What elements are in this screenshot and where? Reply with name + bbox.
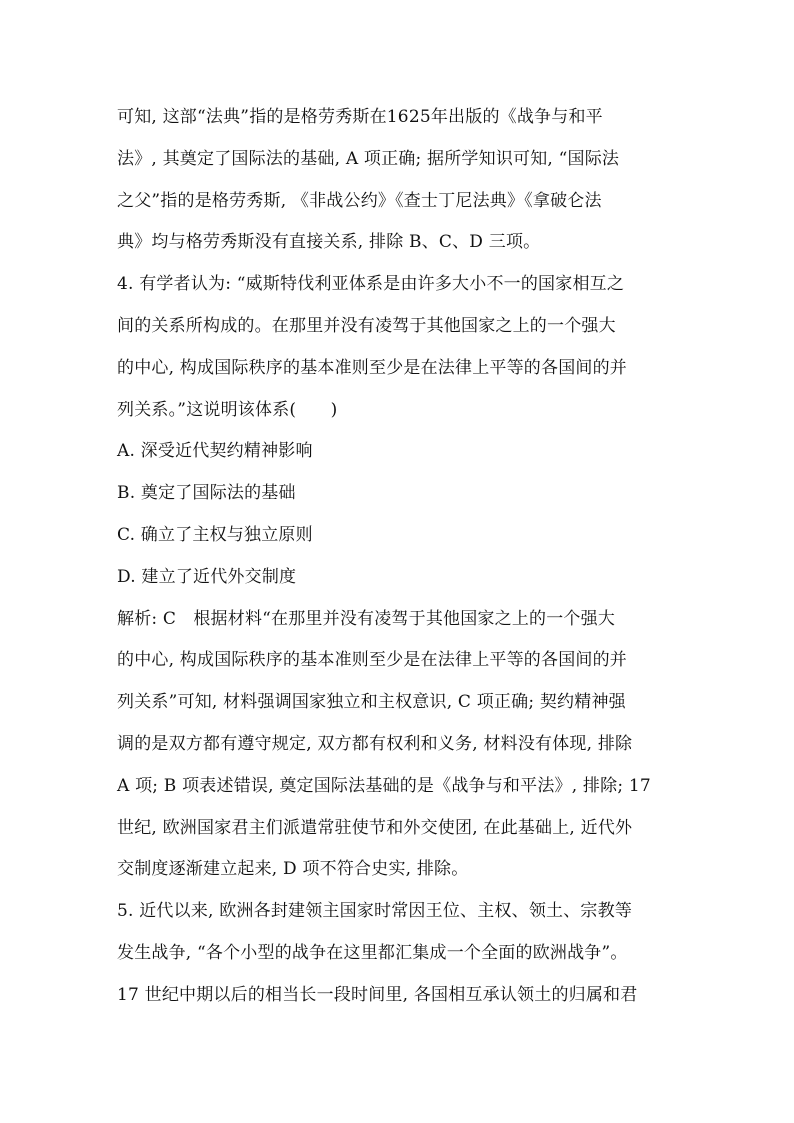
analysis-line-5: A 项; B 项表述错误, 奠定国际法基础的是《战争与和平法》, 排除; 17 xyxy=(117,775,651,796)
question-4-line-1: 4. 有学者认为: “威斯特伐利亚体系是由许多大小不一的国家相互之 xyxy=(117,274,625,295)
analysis-line-3: 列关系”可知, 材料强调国家独立和主权意识, C 项正确; 契约精神强 xyxy=(117,692,626,713)
analysis-line-6: 世纪, 欧洲国家君主们派遣常驻使节和外交使团, 在此基础上, 近代外 xyxy=(117,817,633,838)
text-line-4: 典》均与格劳秀斯没有直接关系, 排除 B、C、D 三项。 xyxy=(117,232,541,253)
question-5-line-1: 5. 近代以来, 欧洲各封建领主国家时常因王位、主权、领土、宗教等 xyxy=(117,901,633,922)
analysis-line-4: 调的是双方都有遵守规定, 双方都有权利和义务, 材料没有体现, 排除 xyxy=(117,733,633,754)
text-line-1: 可知, 这部“法典”指的是格劳秀斯在1625年出版的《战争与和平 xyxy=(117,107,603,127)
analysis-line-2: 的中心, 构成国际秩序的基本准则至少是在法律上平等的各国间的并 xyxy=(117,650,628,671)
option-b: B. 奠定了国际法的基础 xyxy=(117,483,296,504)
question-4-line-3: 的中心, 构成国际秩序的基本准则至少是在法律上平等的各国间的并 xyxy=(117,357,628,378)
question-4-line-2: 间的关系所构成的。在那里并没有凌驾于其他国家之上的一个强大 xyxy=(117,315,616,336)
option-d: D. 建立了近代外交制度 xyxy=(117,566,297,587)
text-line-2: 法》, 其奠定了国际法的基础, A 项正确; 据所学知识可知, “国际法 xyxy=(117,148,620,169)
analysis-line-1: 解析: C 根据材料“在那里并没有凌驾于其他国家之上的一个强大 xyxy=(117,608,616,629)
document-page xyxy=(117,97,692,1017)
option-a: A. 深受近代契约精神影响 xyxy=(117,441,313,462)
text-line-3: 之父”指的是格劳秀斯, 《非战公约》《查士丁尼法典》《拿破仑法 xyxy=(117,190,602,211)
analysis-line-7: 交制度逐渐建立起来, D 项不符合史实, 排除。 xyxy=(117,859,469,880)
question-5-line-3: 17 世纪中期以后的相当长一段时间里, 各国相互承认领土的归属和君 xyxy=(117,984,638,1005)
question-4-line-4: 列关系。”这说明该体系( ) xyxy=(117,399,338,420)
option-c: C. 确立了主权与独立原则 xyxy=(117,524,313,545)
question-5-line-2: 发生战争, “各个小型的战争在这里都汇集成一个全面的欧洲战争”。 xyxy=(117,942,628,963)
